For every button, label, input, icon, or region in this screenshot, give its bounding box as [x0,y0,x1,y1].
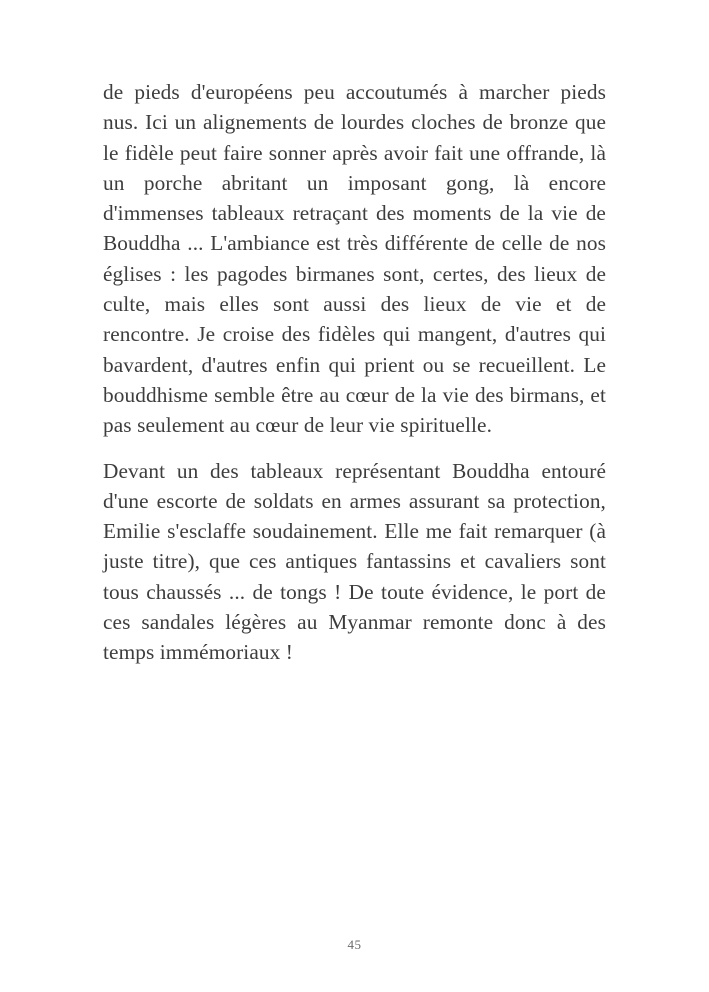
paragraph-2: Devant un des tableaux représentant Bouddha entouré d'une escorte de soldats en armes assurant sa protection, Emilie s'esclaffe soudainement. Elle me fait remarquer (à juste titre), que ces antiques fantassins et cavaliers sont tous chaussés ... de tongs ! De toute évidence, le port de ces sandales légères au Myanmar remonte donc à des temps immémoriaux ! [103,458,606,665]
page-footer [0,936,709,954]
text-block [103,77,606,668]
page-number: 45 [347,937,362,952]
paragraph-1: de pieds d'européens peu accoutumés à marcher pieds nus. Ici un alignements de lourdes cloches de bronze que le fidèle peut faire sonner après avoir fait une offrande, là un porche abritant un imposant gong, là encore d'immenses tableaux retraçant des moments de la vie de Bouddha ... L'ambiance est très différente de celle de nos églises : les pagodes birmanes sont, certes, des lieux de culte, mais elles sont aussi des lieux de vie et de rencontre. Je croise des fidèles qui mangent, d'autres qui bavardent, d'autres enfin qui prient ou se recueillent. Le bouddhisme semble être au cœur de la vie des birmans, et pas seulement au cœur de leur vie spirituelle. [103,80,606,438]
